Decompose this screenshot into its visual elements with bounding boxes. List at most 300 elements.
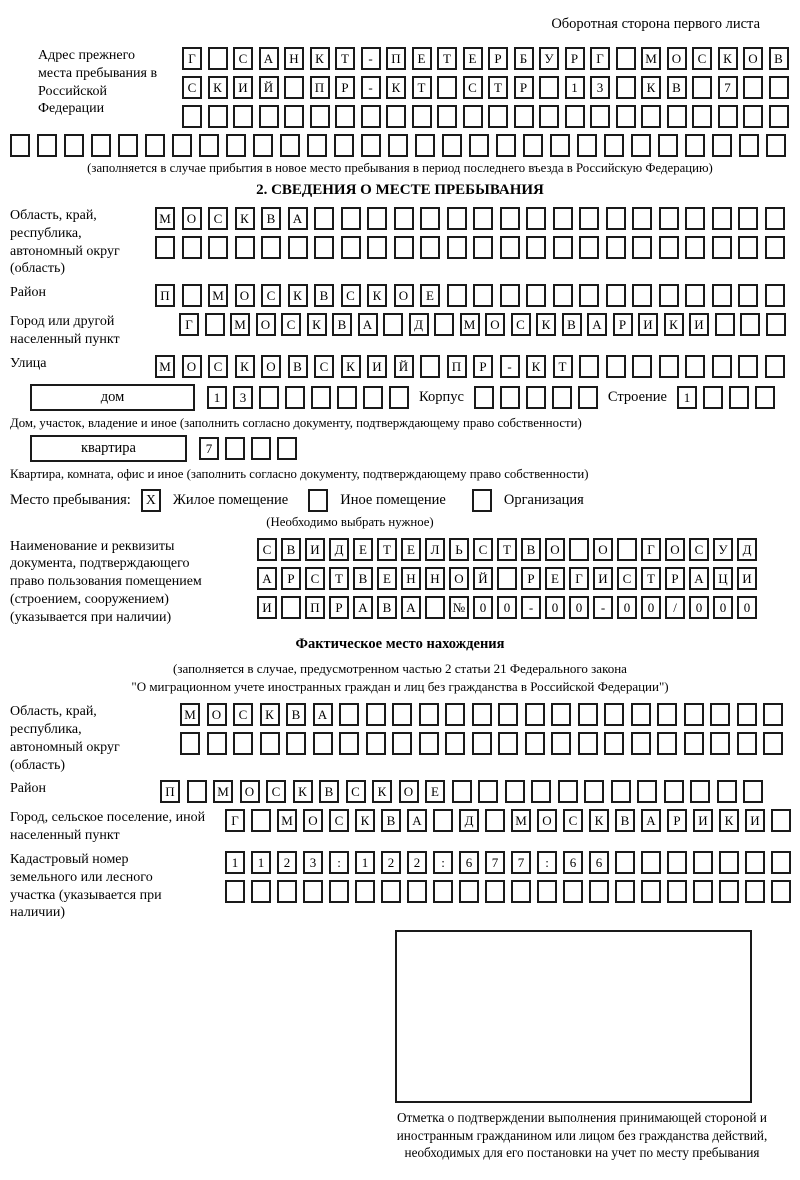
char-cell[interactable]: К [526,355,546,378]
char-cell[interactable]: Д [737,538,757,561]
char-cell[interactable]: Н [284,47,304,70]
char-cell[interactable]: К [260,703,280,726]
char-cell[interactable]: И [689,313,709,336]
char-cell[interactable]: К [288,284,308,307]
char-cell[interactable] [361,105,381,128]
char-cell[interactable]: 0 [641,596,661,619]
char-cell[interactable]: И [233,76,253,99]
char-cell[interactable]: А [401,596,421,619]
char-cell[interactable]: С [233,47,253,70]
char-cell[interactable] [616,47,636,70]
char-cell[interactable] [472,703,492,726]
char-cell[interactable]: Р [329,596,349,619]
char-cell[interactable] [392,732,412,755]
char-cell[interactable] [389,386,409,409]
char-cell[interactable]: О [665,538,685,561]
char-cell[interactable] [765,207,785,230]
char-cell[interactable]: И [257,596,277,619]
char-cell[interactable]: Е [420,284,440,307]
char-cell[interactable] [259,105,279,128]
char-cell[interactable] [657,732,677,755]
char-cell[interactable] [180,732,200,755]
char-cell[interactable] [569,538,589,561]
char-cell[interactable]: К [235,355,255,378]
checkbox-residential[interactable]: X [141,489,161,512]
char-cell[interactable]: 2 [407,851,427,874]
char-cell[interactable]: К [367,284,387,307]
char-cell[interactable]: С [182,76,202,99]
char-cell[interactable]: С [314,355,334,378]
char-cell[interactable]: Т [437,47,457,70]
char-cell[interactable]: Р [613,313,633,336]
char-cell[interactable] [589,880,609,903]
char-cell[interactable] [341,236,361,259]
char-cell[interactable]: О [449,567,469,590]
char-cell[interactable] [684,703,704,726]
char-cell[interactable]: 0 [569,596,589,619]
char-cell[interactable]: Д [409,313,429,336]
char-cell[interactable] [277,437,297,460]
char-cell[interactable]: П [160,780,180,803]
char-cell[interactable]: - [361,47,381,70]
char-cell[interactable] [314,207,334,230]
char-cell[interactable]: А [358,313,378,336]
char-cell[interactable]: 0 [713,596,733,619]
char-cell[interactable]: С [463,76,483,99]
char-cell[interactable] [187,780,207,803]
char-cell[interactable] [284,76,304,99]
char-cell[interactable] [604,732,624,755]
char-cell[interactable] [667,105,687,128]
char-cell[interactable] [685,355,705,378]
char-cell[interactable] [155,236,175,259]
char-cell[interactable]: С [473,538,493,561]
char-cell[interactable] [685,236,705,259]
char-cell[interactable]: И [593,567,613,590]
char-cell[interactable] [659,207,679,230]
char-cell[interactable]: С [208,207,228,230]
char-cell[interactable] [199,134,219,157]
char-cell[interactable]: У [713,538,733,561]
char-cell[interactable]: Л [425,538,445,561]
char-cell[interactable]: А [353,596,373,619]
char-cell[interactable] [740,313,760,336]
char-cell[interactable] [739,134,759,157]
char-cell[interactable] [578,703,598,726]
char-cell[interactable] [437,105,457,128]
char-cell[interactable] [584,780,604,803]
char-cell[interactable] [392,703,412,726]
char-cell[interactable]: Г [641,538,661,561]
char-cell[interactable] [145,134,165,157]
char-cell[interactable]: Г [179,313,199,336]
char-cell[interactable]: Р [488,47,508,70]
char-cell[interactable]: Р [473,355,493,378]
char-cell[interactable]: С [261,284,281,307]
char-cell[interactable] [363,386,383,409]
char-cell[interactable]: М [641,47,661,70]
char-cell[interactable] [738,284,758,307]
char-cell[interactable] [498,732,518,755]
char-cell[interactable] [447,284,467,307]
char-cell[interactable]: К [310,47,330,70]
char-cell[interactable] [553,284,573,307]
char-cell[interactable] [488,105,508,128]
char-cell[interactable] [445,703,465,726]
char-cell[interactable] [563,880,583,903]
char-cell[interactable] [526,207,546,230]
char-cell[interactable] [551,732,571,755]
char-cell[interactable] [550,134,570,157]
char-cell[interactable] [386,105,406,128]
char-cell[interactable] [552,386,572,409]
char-cell[interactable] [415,134,435,157]
char-cell[interactable]: В [615,809,635,832]
char-cell[interactable]: Т [335,47,355,70]
char-cell[interactable]: К [718,47,738,70]
char-cell[interactable] [526,386,546,409]
char-cell[interactable] [632,207,652,230]
char-cell[interactable] [703,386,723,409]
char-cell[interactable] [233,105,253,128]
char-cell[interactable]: 7 [485,851,505,874]
char-cell[interactable]: Р [514,76,534,99]
char-cell[interactable] [685,284,705,307]
char-cell[interactable] [251,880,271,903]
char-cell[interactable] [10,134,30,157]
char-cell[interactable]: 1 [565,76,585,99]
char-cell[interactable]: Е [412,47,432,70]
char-cell[interactable] [182,236,202,259]
char-cell[interactable]: / [665,596,685,619]
char-cell[interactable] [632,284,652,307]
char-cell[interactable] [579,236,599,259]
char-cell[interactable] [412,105,432,128]
char-cell[interactable]: В [314,284,334,307]
char-cell[interactable] [425,596,445,619]
char-cell[interactable]: К [536,313,556,336]
char-cell[interactable] [577,134,597,157]
char-cell[interactable] [329,880,349,903]
char-cell[interactable] [657,703,677,726]
char-cell[interactable] [641,880,661,903]
char-cell[interactable]: В [381,809,401,832]
char-cell[interactable]: № [449,596,469,619]
char-cell[interactable] [500,386,520,409]
char-cell[interactable] [205,313,225,336]
char-cell[interactable]: О [240,780,260,803]
char-cell[interactable] [765,284,785,307]
char-cell[interactable]: М [180,703,200,726]
char-cell[interactable] [616,105,636,128]
char-cell[interactable] [606,284,626,307]
char-cell[interactable]: - [361,76,381,99]
char-cell[interactable] [226,134,246,157]
char-cell[interactable]: М [277,809,297,832]
char-cell[interactable] [712,284,732,307]
char-cell[interactable]: К [235,207,255,230]
char-cell[interactable]: С [305,567,325,590]
char-cell[interactable] [712,236,732,259]
char-cell[interactable]: Н [425,567,445,590]
char-cell[interactable] [225,437,245,460]
char-cell[interactable] [763,703,783,726]
char-cell[interactable] [208,236,228,259]
char-cell[interactable] [286,732,306,755]
char-cell[interactable]: С [617,567,637,590]
char-cell[interactable]: А [257,567,277,590]
char-cell[interactable]: О [667,47,687,70]
char-cell[interactable]: - [521,596,541,619]
char-cell[interactable] [225,880,245,903]
char-cell[interactable] [469,134,489,157]
char-cell[interactable]: О [261,355,281,378]
char-cell[interactable]: О [394,284,414,307]
char-cell[interactable] [692,76,712,99]
char-cell[interactable] [766,313,786,336]
char-cell[interactable]: Р [665,567,685,590]
char-cell[interactable]: В [562,313,582,336]
char-cell[interactable] [712,355,732,378]
char-cell[interactable] [685,207,705,230]
char-cell[interactable]: Г [182,47,202,70]
char-cell[interactable] [745,851,765,874]
char-cell[interactable] [755,386,775,409]
char-cell[interactable]: : [433,851,453,874]
char-cell[interactable] [472,732,492,755]
char-cell[interactable]: В [261,207,281,230]
char-cell[interactable] [729,386,749,409]
char-cell[interactable] [606,236,626,259]
char-cell[interactable] [712,207,732,230]
char-cell[interactable] [497,567,517,590]
char-cell[interactable] [579,207,599,230]
char-cell[interactable]: 1 [677,386,697,409]
char-cell[interactable] [737,703,757,726]
char-cell[interactable]: В [377,596,397,619]
char-cell[interactable]: С [266,780,286,803]
char-cell[interactable] [383,313,403,336]
char-cell[interactable] [771,880,791,903]
char-cell[interactable] [473,236,493,259]
char-cell[interactable] [693,851,713,874]
char-cell[interactable]: Т [412,76,432,99]
char-cell[interactable] [251,437,271,460]
char-cell[interactable]: 1 [251,851,271,874]
char-cell[interactable] [388,134,408,157]
char-cell[interactable] [420,207,440,230]
char-cell[interactable] [207,732,227,755]
char-cell[interactable] [285,386,305,409]
char-cell[interactable]: О [399,780,419,803]
char-cell[interactable]: 0 [737,596,757,619]
char-cell[interactable] [659,236,679,259]
char-cell[interactable] [361,134,381,157]
char-cell[interactable] [738,207,758,230]
char-cell[interactable]: 0 [545,596,565,619]
char-cell[interactable]: Й [473,567,493,590]
char-cell[interactable]: Д [459,809,479,832]
char-cell[interactable]: С [233,703,253,726]
char-cell[interactable]: М [213,780,233,803]
char-cell[interactable] [693,880,713,903]
char-cell[interactable] [525,732,545,755]
char-cell[interactable] [684,732,704,755]
char-cell[interactable] [523,134,543,157]
char-cell[interactable] [771,809,791,832]
char-cell[interactable]: М [230,313,250,336]
char-cell[interactable] [565,105,585,128]
char-cell[interactable]: О [537,809,557,832]
char-cell[interactable] [667,851,687,874]
char-cell[interactable]: 7 [718,76,738,99]
char-cell[interactable] [537,880,557,903]
char-cell[interactable]: И [745,809,765,832]
char-cell[interactable]: Е [545,567,565,590]
char-cell[interactable]: М [208,284,228,307]
char-cell[interactable] [442,134,462,157]
char-cell[interactable] [366,703,386,726]
char-cell[interactable]: В [769,47,789,70]
char-cell[interactable] [692,105,712,128]
char-cell[interactable] [280,134,300,157]
char-cell[interactable]: 0 [497,596,517,619]
char-cell[interactable] [769,76,789,99]
char-cell[interactable] [690,780,710,803]
char-cell[interactable]: К [307,313,327,336]
char-cell[interactable]: Р [667,809,687,832]
char-cell[interactable]: И [305,538,325,561]
char-cell[interactable] [394,236,414,259]
char-cell[interactable] [710,703,730,726]
char-cell[interactable] [615,880,635,903]
char-cell[interactable] [553,236,573,259]
char-cell[interactable]: М [155,207,175,230]
char-cell[interactable] [712,134,732,157]
char-cell[interactable] [485,809,505,832]
char-cell[interactable] [632,355,652,378]
char-cell[interactable] [473,284,493,307]
char-cell[interactable] [335,105,355,128]
char-cell[interactable] [447,236,467,259]
char-cell[interactable] [611,780,631,803]
char-cell[interactable] [539,76,559,99]
char-cell[interactable] [771,851,791,874]
char-cell[interactable] [314,236,334,259]
char-cell[interactable]: А [587,313,607,336]
char-cell[interactable]: 0 [689,596,709,619]
char-cell[interactable] [334,134,354,157]
char-cell[interactable] [474,386,494,409]
char-cell[interactable] [420,355,440,378]
char-cell[interactable]: В [353,567,373,590]
char-cell[interactable]: - [593,596,613,619]
char-cell[interactable]: 1 [355,851,375,874]
char-cell[interactable] [419,732,439,755]
char-cell[interactable] [281,596,301,619]
char-cell[interactable] [558,780,578,803]
char-cell[interactable] [261,236,281,259]
char-cell[interactable] [437,76,457,99]
char-cell[interactable]: П [310,76,330,99]
char-cell[interactable]: Т [377,538,397,561]
char-cell[interactable] [473,207,493,230]
char-cell[interactable]: В [288,355,308,378]
char-cell[interactable] [631,703,651,726]
char-cell[interactable] [710,732,730,755]
char-cell[interactable]: О [182,207,202,230]
char-cell[interactable]: М [155,355,175,378]
char-cell[interactable]: 6 [563,851,583,874]
char-cell[interactable]: К [208,76,228,99]
char-cell[interactable] [606,355,626,378]
char-cell[interactable]: Р [565,47,585,70]
char-cell[interactable] [277,880,297,903]
char-cell[interactable]: Р [521,567,541,590]
char-cell[interactable]: П [386,47,406,70]
char-cell[interactable]: 3 [590,76,610,99]
char-cell[interactable]: К [719,809,739,832]
char-cell[interactable]: Г [569,567,589,590]
char-cell[interactable] [313,732,333,755]
char-cell[interactable]: С [346,780,366,803]
char-cell[interactable] [631,732,651,755]
char-cell[interactable] [505,780,525,803]
char-cell[interactable] [579,355,599,378]
char-cell[interactable] [288,236,308,259]
char-cell[interactable]: В [281,538,301,561]
char-cell[interactable] [182,284,202,307]
char-cell[interactable]: К [341,355,361,378]
char-cell[interactable] [659,355,679,378]
char-cell[interactable] [743,780,763,803]
char-cell[interactable]: К [372,780,392,803]
char-cell[interactable] [526,236,546,259]
char-cell[interactable] [579,284,599,307]
char-cell[interactable] [525,703,545,726]
char-cell[interactable] [718,105,738,128]
char-cell[interactable] [616,76,636,99]
char-cell[interactable] [284,105,304,128]
char-cell[interactable]: Р [335,76,355,99]
char-cell[interactable] [738,236,758,259]
char-cell[interactable] [367,236,387,259]
char-cell[interactable] [553,207,573,230]
char-cell[interactable]: 6 [589,851,609,874]
char-cell[interactable] [632,236,652,259]
char-cell[interactable] [526,284,546,307]
char-cell[interactable]: О [545,538,565,561]
char-cell[interactable]: М [511,809,531,832]
char-cell[interactable] [339,703,359,726]
char-cell[interactable]: К [355,809,375,832]
char-cell[interactable] [208,47,228,70]
char-cell[interactable]: М [460,313,480,336]
char-cell[interactable] [659,284,679,307]
char-cell[interactable] [260,732,280,755]
char-cell[interactable]: Е [463,47,483,70]
char-cell[interactable]: Б [514,47,534,70]
char-cell[interactable] [604,134,624,157]
char-cell[interactable]: 0 [617,596,637,619]
char-cell[interactable]: П [447,355,467,378]
char-cell[interactable] [745,880,765,903]
char-cell[interactable] [366,732,386,755]
char-cell[interactable] [208,105,228,128]
char-cell[interactable] [719,880,739,903]
char-cell[interactable]: Д [329,538,349,561]
char-cell[interactable]: С [257,538,277,561]
